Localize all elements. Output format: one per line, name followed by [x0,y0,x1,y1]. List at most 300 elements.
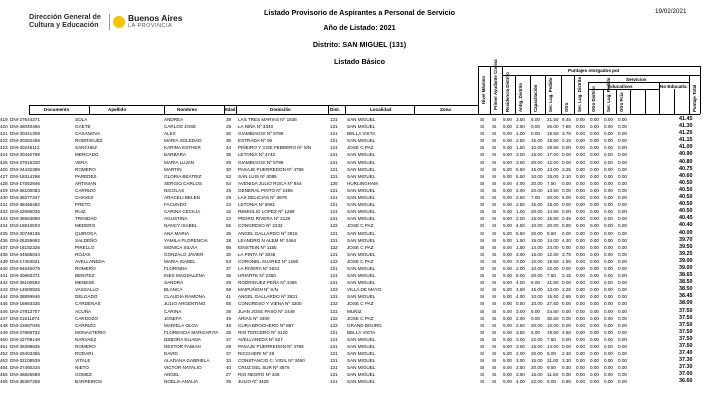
cell-puntaje: 0.00 [604,273,613,279]
cell-puntaje: SI [492,329,497,335]
cell-puntaje: 3.50 [516,159,525,165]
cell-puntaje: 0.90 [562,223,571,229]
table-row [0,329,719,336]
cell-puntaje: SI [480,280,485,286]
cell-edad: 26 [226,159,232,165]
table-row [0,315,719,322]
col-puntaje-total: Puntaje Total [692,84,697,112]
cell-puntaje: 0.00 [562,202,571,208]
cell-dist: 132 [330,258,338,264]
table-row [0,137,719,144]
cell-puntaje: 0.00 [590,322,599,328]
col-puntajes-group: Puntajes otorgados por [568,68,620,73]
cell-puntaje: 10.00 [547,322,559,328]
cell-puntaje: 0.00 [604,287,613,293]
cell-puntaje: SI [492,117,497,122]
cell-localidad: BELLA VISTA [347,131,376,137]
cell-apellido: RODARI [75,351,93,357]
cell-puntaje: 0.00 [576,230,585,236]
cell-apellido: NARVAEZ [75,336,97,342]
cell-puntaje: SI [492,315,497,321]
cell-puntaje: 15.00 [531,287,543,293]
cell-puntaje: 30.50 [547,315,559,321]
print-date: 19/02/2021 [655,8,687,15]
cell-puntaje: SI [492,344,497,349]
cell-puntaje: 0.00 [618,138,627,144]
table-row [0,300,719,307]
cell-puntaje: 0.00 [562,322,571,328]
row-number: 419 [0,117,8,122]
cell-edad: 39 [226,117,232,122]
cell-nombres: JOSEFA [164,315,182,321]
cell-puntaje: 5.00 [503,329,512,335]
cell-edad: 25 [226,124,232,130]
cell-puntaje: 13.00 [547,166,559,172]
cell-puntaje: SI [480,124,485,130]
cell-puntaje: SI [480,117,485,122]
cell-apellido: ROMERO [75,344,96,349]
cell-localidad: SAN MIGUEL [347,216,376,222]
cell-puntaje: 0.00 [590,358,599,364]
cell-puntaje: 0.00 [576,244,585,250]
cell-documento: DNI-37915320 [10,159,40,165]
table-row [0,251,719,258]
cell-nombres: SANDRA [164,280,184,286]
cell-puntaje: 0.00 [618,187,627,193]
cell-puntaje: 20.00 [531,365,543,371]
cell-puntaje: 0.00 [576,223,585,229]
cell-puntaje: SI [480,358,485,364]
cell-puntaje: 3.00 [516,336,525,342]
cell-puntaje: 18.00 [547,173,559,179]
cell-puntaje: 1.50 [516,244,525,250]
cell-puntaje: 0.00 [618,258,627,264]
cell-puntaje: SI [492,230,497,236]
cell-puntaje: SI [480,322,485,328]
cell-domicilio: EINSTEIN Nº 1155 [238,244,277,250]
cell-puntaje-total: 38.00 [679,300,693,307]
row-number: 422 [0,138,8,144]
cell-localidad: SAN MIGUEL [347,202,376,208]
cell-apellido: BENITEZ [75,273,95,279]
cell-puntaje: 0.00 [562,344,571,349]
cell-puntaje: 27.50 [547,301,559,307]
cell-documento: DNI-30883371 [10,273,40,279]
cell-puntaje: 0.00 [604,117,613,122]
cell-puntaje: 0.00 [590,237,599,243]
cell-puntaje: 3.50 [516,287,525,293]
cell-edad: 41 [226,294,232,300]
cell-domicilio: RIO TERCERO Nº 3120 [238,329,288,335]
cell-documento: DNI-26259692 [10,237,40,243]
cell-puntaje: 0.00 [618,216,627,222]
cell-edad: 28 [226,344,232,349]
cell-puntaje: 0.00 [618,223,627,229]
cell-domicilio: PEDRO RIVERA Nº 3126 [238,216,291,222]
col-zona: Zona [440,107,451,112]
cell-puntaje: 0.00 [590,131,599,137]
cell-puntaje: 5.00 [503,166,512,172]
cell-domicilio: JUAN JOSE PASO Nº 2449 [238,308,295,314]
cell-documento: DNI-34432389 [10,166,40,172]
cell-documento: DNI-27644371 [10,117,40,122]
cell-puntaje: 0.00 [618,315,627,321]
cell-puntaje: 20.00 [531,230,543,236]
cell-puntaje: SI [492,294,497,300]
cell-puntaje: 0.00 [590,301,599,307]
cell-puntaje: 5.00 [503,202,512,208]
cell-puntaje: 15.50 [547,294,559,300]
cell-localidad: SAN MIGUEL [347,273,376,279]
cell-puntaje: 0.00 [618,344,627,349]
cell-puntaje: 0.00 [618,117,627,122]
row-number: 434 [0,223,8,229]
data-table-body [0,116,719,386]
cell-puntaje: 0.15 [562,138,571,144]
cell-puntaje: 11.00 [547,358,559,364]
cell-puntaje: 5.00 [503,258,512,264]
row-number: 427 [0,173,8,179]
cell-dist: 131 [330,351,338,357]
cell-puntaje: 0.00 [576,294,585,300]
cell-puntaje: 0.00 [604,358,613,364]
cell-puntaje: 0.00 [604,351,613,357]
cell-puntaje: 6.00 [562,195,571,201]
cell-puntaje: SI [480,294,485,300]
cell-puntaje: 21.50 [547,117,559,122]
logo-line2: Cultura y Educación [29,20,99,29]
cell-apellido: VITALE [75,358,91,364]
cell-puntaje: 0.00 [604,315,613,321]
cell-puntaje: 0.00 [590,230,599,236]
cell-puntaje: 0.00 [590,344,599,349]
cell-localidad: JOSE C PAZ [347,145,374,151]
cell-puntaje: 0.00 [618,202,627,208]
cell-localidad: SAN MIGUEL [347,237,376,243]
cell-puntaje: SI [492,187,497,193]
cell-domicilio: GIAMBIAGGI Nº 5789 [238,131,284,137]
cell-puntaje: 5.50 [516,166,525,172]
cell-localidad: SAN MIGUEL [347,209,376,215]
cell-puntaje: SI [480,138,485,144]
cell-dist: 132 [330,244,338,250]
cell-domicilio: LA RIVERA Nº 2631 [238,265,280,271]
cell-puntaje: 5.00 [503,294,512,300]
cell-apellido: ROMERO [75,166,96,172]
cell-puntaje: 0.00 [604,280,613,286]
cell-domicilio: GENERAL PINTO Nº 2455 [238,187,293,193]
cell-documento: DNI-35387208 [10,379,40,385]
cell-puntaje: 3.50 [516,329,525,335]
cell-documento: DNI-38465482 [10,202,40,208]
row-number: 436 [0,237,8,243]
cell-puntaje: 0.00 [576,344,585,349]
cell-puntaje: 20.00 [547,223,559,229]
cell-nombres: NANCY ISABEL [164,223,198,229]
cell-apellido: GAETE [75,124,91,130]
row-number: 453 [0,358,8,364]
cell-edad: 44 [226,145,232,151]
cell-apellido: ACUÑA [75,308,92,314]
cell-puntaje: SI [480,159,485,165]
cell-puntaje: 0.00 [562,265,571,271]
cell-puntaje: 0.00 [604,202,613,208]
cell-puntaje: 5.00 [503,152,512,158]
cell-puntaje: SI [480,365,485,371]
cell-puntaje: 0.00 [618,124,627,130]
cell-puntaje: 5.00 [503,187,512,193]
col-edad: Edad [225,107,236,112]
cell-edad: 49 [226,315,232,321]
cell-puntaje: 0.00 [576,258,585,264]
cell-puntaje: SI [480,379,485,385]
cell-puntaje: 0.00 [562,280,571,286]
cell-puntaje: 0.00 [562,372,571,378]
cell-puntaje: 17.00 [547,152,559,158]
cell-puntaje: 5.00 [531,329,540,335]
row-number: 437 [0,244,8,250]
cell-puntaje: 20.00 [531,273,543,279]
table-row [0,180,719,187]
cell-puntaje: 0.00 [531,131,540,137]
cell-edad: 30 [226,131,232,137]
cell-puntaje: 0.00 [503,301,512,307]
col-no-educativos-group: No Educativ. [660,84,688,89]
table-row [0,208,719,215]
col-apellido: Apellido [108,107,127,112]
cell-localidad: SAN MIGUEL [347,365,376,371]
cell-puntaje: SI [492,287,497,293]
col-nivel: Nivel Máximo [481,75,486,104]
cell-localidad: SAN MIGUEL [347,173,376,179]
cell-puntaje: 0.00 [604,230,613,236]
cell-edad: 53 [226,258,232,264]
cell-puntaje: 0.00 [562,336,571,342]
cell-puntaje: 0.00 [590,308,599,314]
cell-puntaje: SI [480,251,485,257]
cell-documento: DNI-37868732 [10,329,40,335]
cell-puntaje: 0.00 [531,124,540,130]
cell-documento: DNI-94540079 [10,265,40,271]
col-capacitacion: Capacitación [533,84,538,112]
cell-nombres: CARLOS JOSE [164,124,197,130]
table-row [0,364,719,371]
cell-apellido: PIRELLO [75,244,95,250]
cell-puntaje: 15.00 [531,358,543,364]
col-dist: Dist. [330,107,340,112]
cell-apellido: PRETO [75,202,91,208]
cell-domicilio: LA NIÑA Nº 3340 [238,124,274,130]
cell-puntaje: 20.00 [531,351,543,357]
cell-edad: 35 [226,379,232,385]
cell-puntaje: 0.00 [590,280,599,286]
cell-puntaje: 0.00 [590,138,599,144]
cell-puntaje: 0.00 [576,202,585,208]
cell-edad: 29 [226,195,232,201]
cell-nombres: MARTIN [164,166,182,172]
cell-puntaje: 0.00 [604,180,613,186]
table-row [0,371,719,378]
district-label: Distrito: SAN MIGUEL (131) [312,40,407,49]
cell-localidad: SAN MIGUEL [347,117,376,122]
cell-puntaje: 7.50 [547,336,556,342]
cell-puntaje-total: 36.60 [679,378,693,385]
list-type-label: Listado Básico [333,57,386,66]
cell-puntaje: 0.00 [604,329,613,335]
cell-puntaje: 5.00 [503,223,512,229]
cell-edad: 37 [226,336,232,342]
cell-domicilio: LETONIA Nº 4742 [238,152,276,158]
cell-puntaje: 0.00 [576,280,585,286]
cell-dist: 131 [330,159,338,165]
cell-puntaje: 15.00 [531,138,543,144]
cell-puntaje-total: 37.50 [679,321,693,328]
cell-dist: 131 [330,145,338,151]
cell-puntaje: 3.00 [516,251,525,257]
row-number: 433 [0,216,8,222]
logo-province: LA PROVINCIA [128,23,173,29]
cell-domicilio: CURA BROCHERO Nº 887 [238,322,294,328]
cell-puntaje: 0.00 [562,209,571,215]
cell-localidad: SAN MIGUEL [347,351,376,357]
cell-nombres: INES MAGDALENA [164,273,205,279]
cell-puntaje: 0.00 [576,315,585,321]
cell-dist: 131 [330,308,338,314]
cell-documento: DNI-30440758 [10,152,40,158]
cell-puntaje: 2.50 [516,138,525,144]
row-number: 446 [0,308,8,314]
cell-apellido: CARDOZO [75,315,98,321]
cell-nombres: MARIA ISABEL [164,258,196,264]
cell-puntaje: 4.50 [516,223,525,229]
cell-puntaje: 0.00 [618,336,627,342]
cell-domicilio: LEANDRO N ALEM Nº 2464 [238,237,297,243]
cell-puntaje: 0.60 [562,379,571,385]
cell-nombres: KARINA ESTHER [164,145,201,151]
cell-puntaje: SI [480,209,485,215]
cell-puntaje-total: 41.25 [679,130,693,137]
cell-puntaje: 0.00 [618,308,627,314]
cell-documento: DNI-17552846 [10,180,40,186]
cell-documento: DNI-27460316 [10,365,40,371]
cell-puntaje: SI [480,265,485,271]
cell-localidad: SAN MIGUEL [347,159,376,165]
cell-puntaje: SI [492,202,497,208]
cell-puntaje: SI [492,365,497,371]
cell-puntaje: 0.00 [604,251,613,257]
cell-puntaje-total: 40.50 [679,186,693,193]
cell-dist: 132 [330,315,338,321]
cell-puntaje: 0.00 [562,230,571,236]
cell-puntaje: 0.00 [618,287,627,293]
cell-puntaje: 0.00 [590,159,599,165]
cell-puntaje: 2.00 [516,315,525,321]
cell-puntaje: 5.00 [503,145,512,151]
cell-documento: DNI-38859646 [10,294,40,300]
cell-puntaje: 3.00 [516,152,525,158]
cell-puntaje: 12.50 [547,251,559,257]
cell-nombres: GLORIA BEATRIZ [164,173,202,179]
cell-puntaje: 5.00 [531,308,540,314]
cell-puntaje: 0.00 [576,216,585,222]
cell-puntaje: 0.00 [590,166,599,172]
cell-puntaje: 0.00 [604,124,613,130]
row-number: 439 [0,258,8,264]
cell-puntaje: 0.00 [618,358,627,364]
cell-puntaje: 0.45 [562,216,571,222]
cell-puntaje: 0.00 [604,372,613,378]
cell-dist: 132 [330,322,338,328]
row-number: 449 [0,329,8,335]
row-number: 435 [0,230,8,236]
cell-puntaje-total: 37.30 [679,364,693,371]
cell-apellido: TRINIDAD [75,216,97,222]
cell-nombres: FLORENCIA MARGARITA [164,329,219,335]
cell-puntaje: 0.00 [604,187,613,193]
cell-localidad: SAN MIGUEL [347,138,376,144]
cell-puntaje: SI [492,379,497,385]
cell-domicilio: RICCHIERI Nº 29 [238,351,275,357]
cell-localidad: SAN MIGUEL [347,336,376,342]
cell-puntaje-total: 41.45 [679,116,693,122]
cell-apellido: DELGADO [75,294,98,300]
cell-puntaje: 0.00 [576,265,585,271]
cell-puntaje: SI [480,372,485,378]
cell-puntaje: 7.50 [547,180,556,186]
cell-puntaje: 5.50 [516,230,525,236]
cell-localidad: SAN MIGUEL [347,124,376,130]
cell-puntaje: 0.00 [590,124,599,130]
cell-puntaje: 0.00 [590,365,599,371]
col-otro-pcia: Otro Pcia [619,92,624,112]
cell-puntaje: 19.50 [547,131,559,137]
table-row [0,308,719,315]
cell-puntaje: 15.00 [531,344,543,349]
cell-puntaje: 0.00 [562,315,571,321]
cell-puntaje: 2.25 [562,166,571,172]
cell-puntaje: SI [492,145,497,151]
cell-puntaje: SI [480,273,485,279]
cell-localidad: GRAND BOURG [347,322,382,328]
cell-puntaje: 2.00 [516,265,525,271]
col-ser-lug-pedido: Ser. Lug. Pedido [548,77,553,112]
cell-puntaje: 0.00 [618,301,627,307]
cell-puntaje: 0.00 [604,166,613,172]
cell-nombres: BARBARA [164,152,186,158]
col-servicios-group: Servicios [626,77,647,82]
cell-puntaje: 0.00 [576,117,585,122]
cell-edad: 54 [226,180,232,186]
cell-puntaje: 0.00 [590,336,599,342]
row-number: 438 [0,251,8,257]
cell-puntaje: 5.00 [531,117,540,122]
cell-apellido: MONASTERIO [75,329,106,335]
cell-puntaje: 0.00 [562,152,571,158]
cell-domicilio: CORONEL SUAREZ Nº 1260 [238,258,299,264]
cell-puntaje-total: 39.00 [679,264,693,271]
cell-puntaje: 0.00 [576,251,585,257]
cell-nombres: MONICA SILVIA [164,244,198,250]
table-row [0,222,719,229]
cell-edad: 39 [226,308,232,314]
cell-puntaje: SI [480,145,485,151]
cell-puntaje: 0.00 [604,265,613,271]
cell-edad: 30 [226,166,232,172]
cell-puntaje: SI [480,223,485,229]
cell-puntaje: 0.00 [531,315,540,321]
cell-dist: 131 [330,329,338,335]
row-number: 448 [0,322,8,328]
